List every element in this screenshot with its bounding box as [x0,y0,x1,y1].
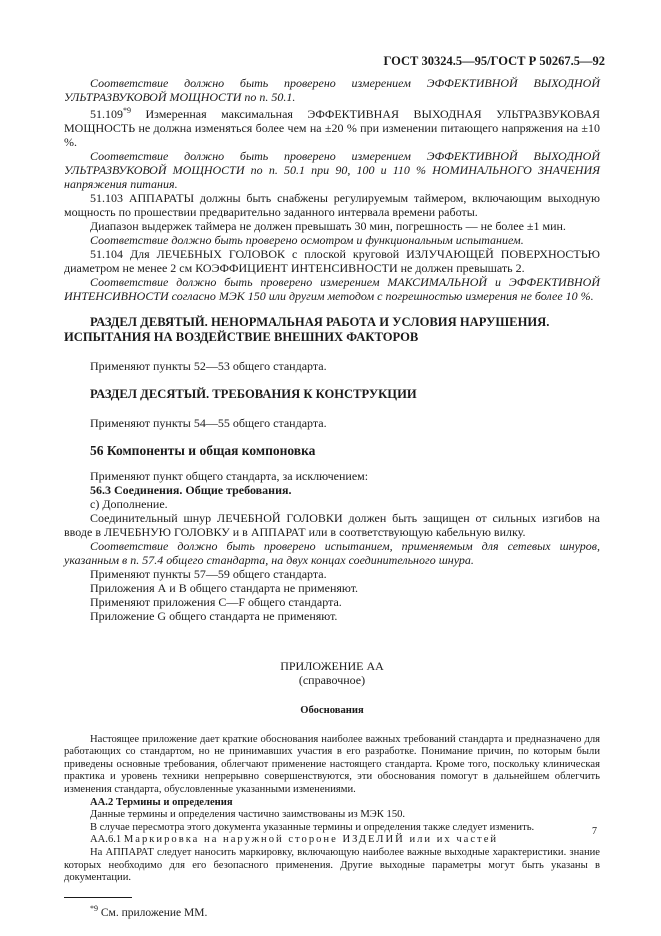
paragraph-51-103: 51.103 АППАРАТЫ должны быть снабжены регулируемым таймером, включающим выходную мощность по прошествии предварительно заданного интервала времени работы. [64,191,600,219]
page-content [64,76,600,920]
paragraph-51-104: 51.104 Для ЛЕЧЕБНЫХ ГОЛОВОК с плоской круговой ИЗЛУЧАЮЩЕЙ ПОВЕРХНОСТЬЮ диаметром не менее 2 см КОЭФФИЦИЕНТ ИНТЕНСИВНОСТИ не должен превышать 2. [64,247,600,275]
paragraph-voltage-check: Соответствие должно быть проверено измерением ЭФФЕКТИВНОЙ ВЫХОДНОЙ УЛЬТРАЗВУКОВОЙ МОЩНОСТИ по п. 50.1 при 90, 100 и 110 % НОМИНАЛЬНОГО ЗНАЧЕНИЯ напряжения питания. [64,149,600,191]
clause-56-line-9: Приложение G общего стандарта не применяют. [90,609,338,623]
paragraph-intensity-check: Соответствие должно быть проверено измерением МАКСИМАЛЬНОЙ и ЭФФЕКТИВНОЙ ИНТЕНСИВНОСТИ согласно МЭК 150 или другим методом с погрешностью измерения не более 10 %. [64,275,600,303]
paragraph-50-1-check: Соответствие должно быть проверено измерением ЭФФЕКТИВНОЙ ВЫХОДНОЙ УЛЬТРАЗВУКОВОЙ МОЩНОСТИ по п. 50.1. [64,76,600,104]
appendix-aa2-line-1: Данные термины и определения частично заимствованы из МЭК 150. [90,809,406,821]
appendix-aa6-1-number: АА.6.1 [90,834,122,846]
section-9-text: Применяют пункты 52—53 общего стандарта. [90,359,327,373]
footnote [64,902,600,920]
footnote-ref: *9 [123,106,131,115]
paragraph-51-109 [64,104,600,149]
appendix-aa6-1 [64,834,600,847]
clause-56-title: 56 Компоненты и общая компоновка [90,443,316,458]
clause-56-line-6: Применяют пункты 57—59 общего стандарта. [90,567,327,581]
appendix-intro: Настоящее приложение дает краткие обоснования наиболее важных требований стандарта и предназначено для работающих со стандартом, но не принимавших участия в его разработке. Понимание причин, по которым были приведены основные требования, облегчают применение настоящего стандарта. Кроме того, поскольку клиническая практика и уровень техники непрерывно совершенствуются, эти обоснования помогут в дальнейшем облегчить изменения стандарта, обусловленные указанными изменениями. [64,733,600,795]
appendix-title: ПРИЛОЖЕНИЕ АА [280,659,384,673]
clause-56-line-5: Соответствие должно быть проверено испытанием, применяемым для сетевых шнуров, указанным в п. 57.4 общего стандарта, на двух концах соединительного шнура. [64,539,600,567]
paragraph-timer-range: Диапазон выдержек таймера не должен превышать 30 мин, погрешность — не более ±1 мин. [90,219,566,233]
footnote-mark: *9 [90,903,98,913]
clause-text: Измеренная максимальная ЭФФЕКТИВНАЯ ВЫХОДНАЯ УЛЬТРАЗВУКОВАЯ МОЩНОСТЬ не должна изменяться более чем на ±20 % при изменении питающего напряжения на ±10 %. [64,107,600,149]
section-9-title: РАЗДЕЛ ДЕВЯТЫЙ. НЕНОРМАЛЬНАЯ РАБОТА И УСЛОВИЯ НАРУШЕНИЯ. ИСПЫТАНИЯ НА ВОЗДЕЙСТВИЕ ВНЕШНИХ ФАКТОРОВ [64,315,550,344]
clause-56-line-8: Применяют приложения С—F общего стандарта. [90,595,342,609]
appendix-subtitle: (справочное) [298,673,366,687]
appendix-heading: Обоснования [300,705,364,716]
page-number: 7 [592,826,597,837]
section-10-title: РАЗДЕЛ ДЕСЯТЫЙ. ТРЕБОВАНИЯ К КОНСТРУКЦИИ [90,387,417,401]
paragraph-inspection-check: Соответствие должно быть проверено осмотром и функциональным испытанием. [90,233,524,247]
clause-number: 51.109 [90,107,123,121]
footnote-text: См. приложение ММ. [98,906,208,919]
appendix-aa6-1-text: На АППАРАТ следует наносить маркировку, включающую наиболее важные выходные характеристики. знание которых необходимо для его безопасного применения. Другие выходные параметры могут быть указаны в документации. [64,846,600,884]
appendix-aa2-line-2: В случае пересмотра этого документа указанные термины и определения также следует изменить. [90,821,535,833]
running-header: ГОСТ 30324.5—95/ГОСТ Р 50267.5—92 [383,54,605,68]
clause-56-line-1: Применяют пункт общего стандарта, за исключением: [90,469,369,483]
clause-56-line-3: с) Дополнение. [90,497,168,511]
clause-56-line-4: Соединительный шнур ЛЕЧЕБНОЙ ГОЛОВКИ должен быть защищен от сильных изгибов на вводе в ЛЕЧЕБНУЮ ГОЛОВКУ и в АППАРАТ или в соответствующую кабельную вилку. [64,511,600,539]
clause-56-line-7: Приложения А и В общего стандарта не применяют. [90,581,359,595]
footnote-divider [64,897,132,898]
section-10-text: Применяют пункты 54—55 общего стандарта. [90,416,327,430]
appendix-aa6-1-title: Маркировка на наружной стороне ИЗДЕЛИЙ или их частей [123,834,499,846]
clause-56-3-title: 56.3 Соединения. Общие требования. [90,483,292,497]
appendix-aa2-title: АА.2 Термины и определения [90,796,233,808]
